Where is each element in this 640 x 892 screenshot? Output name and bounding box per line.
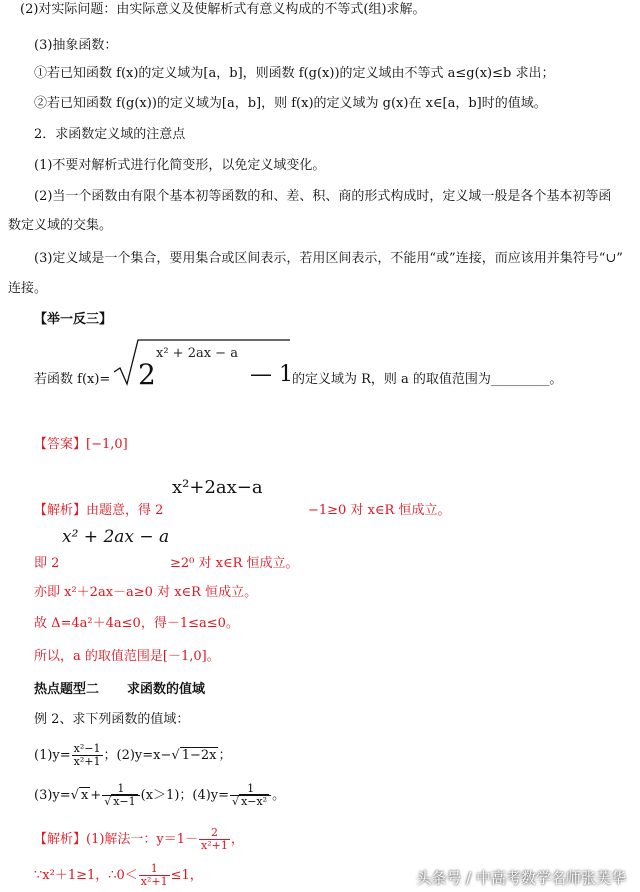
solution-numerator: 2 bbox=[199, 827, 230, 840]
analysis-step-3: 亦即 x²＋2ax－a≥0 对 x∈R 恒成立。 bbox=[34, 585, 258, 600]
solution-line-1 bbox=[34, 826, 244, 854]
solution-line-2 bbox=[34, 862, 203, 890]
p2-radicand: 1−2x bbox=[181, 748, 217, 763]
analysis-step-4: 故 Δ=4a²＋4a≤0，得－1≤a≤0。 bbox=[34, 616, 239, 631]
problem-suffix: 的定义域为 R，则 a 的取值范围为_________。 bbox=[292, 372, 563, 387]
problem-minus-one: — 1 bbox=[250, 362, 293, 387]
example-problems-1-2: (1)y= $\frac{\text{x²−1}}{\text{x²+1}}$ ；(2)y=x−√ 1−2x ； bbox=[34, 742, 232, 768]
section-heading bbox=[34, 682, 205, 698]
subheading-notes: 2．求函数定义域的注意点 bbox=[34, 127, 186, 142]
note-1: (1)不要对解析式进行化简变形，以免定义域变化。 bbox=[34, 158, 326, 173]
p3-condition: (x＞1)；(4)y= bbox=[140, 788, 230, 803]
note-3: (3)定义域是一个集合，要用集合或区间表示，若用区间表示，不能用“或”连接，而应该用并集符号“∪” bbox=[34, 251, 623, 266]
solution-line-2-end: ≤1， bbox=[170, 868, 203, 883]
problem-exponent: x² + 2ax − a bbox=[156, 346, 238, 361]
p2-end: ； bbox=[218, 748, 232, 763]
p3-den-radicand: x−1 bbox=[113, 795, 136, 808]
analysis-exponent-2: x² + 2ax − a bbox=[62, 527, 170, 547]
p3-denominator: √ x−1 bbox=[104, 795, 136, 808]
analysis-step-1 bbox=[34, 503, 163, 519]
analysis-step-2a: 即 2 bbox=[34, 556, 60, 571]
p4-denominator: √ x−x² bbox=[232, 795, 268, 808]
practice-heading: 【举一反三】 bbox=[34, 312, 113, 327]
p3-prefix: (3)y= bbox=[34, 788, 71, 803]
analysis-step-2b: ≥2⁰ 对 x∈R 恒成立。 bbox=[170, 556, 299, 571]
p1-fraction bbox=[72, 743, 103, 768]
p3-numerator: 1 bbox=[102, 783, 139, 796]
para-abstract-rule-1: ①若已知函数 f(x)的定义域为[a，b]，则函数 f(g(x))的定义域由不等式 a≤g(x)≤b 求出； bbox=[34, 66, 555, 81]
p3-radicand: x bbox=[80, 788, 89, 803]
problem-base: 2 bbox=[138, 358, 156, 391]
solution-line-2-fraction bbox=[139, 863, 170, 888]
analysis-label: 【解析】 bbox=[34, 503, 87, 518]
analysis-step-5: 所以，a 的取值范围是[－1,0]。 bbox=[34, 649, 220, 664]
p1-numerator: x²−1 bbox=[73, 742, 101, 755]
example-problems-3-4: (3)y=√ x + $\frac{1}{√ x-1}$ (x＞1)；(4)y= $\frac{1}{\text{√ x−x²}}$ 。 bbox=[34, 782, 286, 808]
solution-label: 【解析】 bbox=[34, 832, 87, 847]
p2-prefix: ；(2)y=x− bbox=[103, 748, 172, 763]
answer-line bbox=[34, 437, 128, 453]
answer-value: [−1,0] bbox=[86, 437, 128, 452]
note-3-cont: 连接。 bbox=[8, 281, 48, 296]
para-practical-domain: (2)对实际问题：由实际意义及使解析式有意义构成的不等式(组)求解。 bbox=[20, 2, 426, 17]
analysis-step-1a: 由题意，得 2 bbox=[86, 503, 164, 518]
example-intro: 例 2、求下列函数的值域： bbox=[34, 712, 190, 727]
solution-line-2-text: ∵x²＋1≥1，∴0＜ bbox=[34, 868, 138, 883]
p4-den-radicand: x−x² bbox=[241, 795, 268, 808]
p4-end: 。 bbox=[272, 788, 286, 803]
analysis-step-1b: −1≥0 对 x∈R 恒成立。 bbox=[308, 503, 451, 518]
para-abstract-rule-2: ②若已知函数 f(g(x))的定义域为[a，b]，则 f(x)的定义域为 g(x)在 x∈[a，b]时的值域。 bbox=[34, 96, 547, 111]
p1-denominator: x²+1 bbox=[73, 755, 101, 768]
p1-prefix: (1)y= bbox=[34, 748, 71, 763]
solution-end: ， bbox=[230, 832, 244, 847]
para-abstract-heading: (3)抽象函数： bbox=[34, 38, 118, 53]
p3-fraction bbox=[102, 783, 139, 808]
section-subtitle: 求函数的值域 bbox=[127, 682, 206, 697]
solution-denominator: x²+1 bbox=[201, 839, 228, 852]
p4-numerator: 1 bbox=[230, 783, 271, 796]
p3-plus: + bbox=[90, 788, 102, 803]
solution-fraction bbox=[199, 827, 230, 852]
section-title: 热点题型二 bbox=[34, 682, 100, 697]
watermark: 头条号 / 中高考数学名师张芙华 bbox=[416, 869, 626, 887]
solution-line-2-denominator: x²+1 bbox=[140, 875, 168, 888]
note-2: (2)当一个函数由有限个基本初等函数的和、差、积、商的形式构成时，定义域一般是各个基本初等函 bbox=[34, 189, 612, 204]
solution-method: (1)解法一：y＝1－ bbox=[86, 832, 199, 847]
answer-label: 【答案】 bbox=[34, 437, 87, 452]
solution-line-2-numerator: 1 bbox=[139, 863, 170, 876]
problem-prefix: 若函数 f(x)= bbox=[34, 372, 111, 387]
analysis-exponent: x²+2ax−a bbox=[172, 477, 263, 498]
p4-fraction bbox=[230, 783, 271, 808]
note-2-cont: 数定义域的交集。 bbox=[8, 218, 113, 233]
